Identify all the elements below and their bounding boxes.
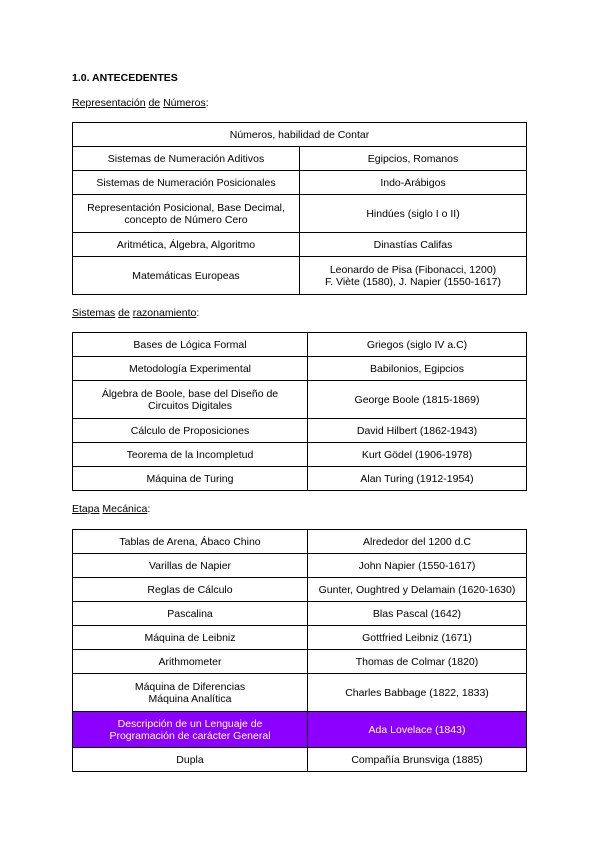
cell-left: Sistemas de Numeración Aditivos (73, 147, 300, 171)
table-row (73, 195, 527, 233)
cell-right: Alrededor del 1200 d.C (308, 530, 527, 554)
cell-right: Griegos (siglo IV a.C) (308, 333, 527, 357)
cell-left: Cálculo de Proposiciones (73, 419, 308, 443)
section-label-etapa-mecanica (72, 503, 150, 515)
cell-left: Descripción de un Lenguaje de Programación de carácter General (73, 712, 308, 748)
cell-right: Alan Turing (1912-1954) (308, 467, 527, 491)
cell-left: Aritmética, Álgebra, Algoritmo (73, 233, 300, 257)
cell-left: Varillas de Napier (73, 554, 308, 578)
label-word: Etapa (72, 503, 100, 515)
cell-right: Dinastías Califas (300, 233, 527, 257)
table-header-row (73, 123, 527, 147)
table-row (73, 626, 527, 650)
cell-right: Leonardo de Pisa (Fibonacci, 1200) F. Viète (1580), J. Napier (1550-1617) (300, 257, 527, 295)
cell-left: Tablas de Arena, Ábaco Chino (73, 530, 308, 554)
cell-right: Kurt Gödel (1906-1978) (308, 443, 527, 467)
cell-left: Arithmometer (73, 650, 308, 674)
table-representacion (72, 122, 527, 295)
section-label-razonamiento (72, 307, 199, 319)
table-row (73, 333, 527, 357)
table-row (73, 578, 527, 602)
table-row (73, 257, 527, 295)
cell-left: Máquina de Leibniz (73, 626, 308, 650)
table-row (73, 171, 527, 195)
cell-right: Thomas de Colmar (1820) (308, 650, 527, 674)
cell-left: Sistemas de Numeración Posicionales (73, 171, 300, 195)
cell-left: Pascalina (73, 602, 308, 626)
table-row (73, 443, 527, 467)
cell-right: Gunter, Oughtred y Delamain (1620-1630) (308, 578, 527, 602)
document-heading: 1.0. ANTECEDENTES (72, 72, 178, 84)
table-row (73, 147, 527, 171)
table-row (73, 530, 527, 554)
table-row (73, 467, 527, 491)
table-row (73, 381, 527, 419)
cell-right: Indo-Arábigos (300, 171, 527, 195)
cell-left: Reglas de Cálculo (73, 578, 308, 602)
cell-left: Máquina de Turing (73, 467, 308, 491)
table-row (73, 419, 527, 443)
cell-left: Máquina de Diferencias Máquina Analítica (73, 674, 308, 712)
label-colon: : (147, 503, 151, 515)
cell-left: Metodología Experimental (73, 357, 308, 381)
cell-right: David Hilbert (1862-1943) (308, 419, 527, 443)
table-etapa-mecanica (72, 529, 527, 772)
table-header-cell: Números, habilidad de Contar (73, 123, 527, 147)
label-colon: : (196, 307, 200, 319)
table-row (73, 233, 527, 257)
table-row (73, 357, 527, 381)
label-word: de (148, 97, 161, 109)
label-word: razonamiento (132, 307, 197, 319)
cell-left: Matemáticas Europeas (73, 257, 300, 295)
table-row (73, 554, 527, 578)
label-word: de (118, 307, 130, 319)
label-word: Mecánica (102, 503, 148, 515)
cell-right: Blas Pascal (1642) (308, 602, 527, 626)
label-word: Sistemas (72, 307, 116, 319)
table-razonamiento (72, 332, 527, 491)
table-row (73, 674, 527, 712)
table-row-highlighted (73, 712, 527, 748)
cell-right: John Napier (1550-1617) (308, 554, 527, 578)
label-colon: : (205, 97, 209, 109)
label-word: Representación (72, 97, 146, 109)
label-word: Números (163, 97, 206, 109)
section-label-representacion (72, 97, 209, 109)
cell-right: Babilonios, Egipcios (308, 357, 527, 381)
cell-right: Ada Lovelace (1843) (308, 712, 527, 748)
table-row (73, 602, 527, 626)
cell-right: Gottfried Leibniz (1671) (308, 626, 527, 650)
cell-left: Bases de Lógica Formal (73, 333, 308, 357)
table-row (73, 650, 527, 674)
cell-right: George Boole (1815-1869) (308, 381, 527, 419)
cell-left: Representación Posicional, Base Decimal, concepto de Número Cero (73, 195, 300, 233)
cell-right: Egipcios, Romanos (300, 147, 527, 171)
cell-left: Dupla (73, 748, 308, 772)
cell-right: Compañía Brunsviga (1885) (308, 748, 527, 772)
table-row (73, 748, 527, 772)
cell-left: Álgebra de Boole, base del Diseño de Circuitos Digitales (73, 381, 308, 419)
cell-right: Hindúes (siglo I o II) (300, 195, 527, 233)
cell-right: Charles Babbage (1822, 1833) (308, 674, 527, 712)
cell-left: Teorema de la Incompletud (73, 443, 308, 467)
